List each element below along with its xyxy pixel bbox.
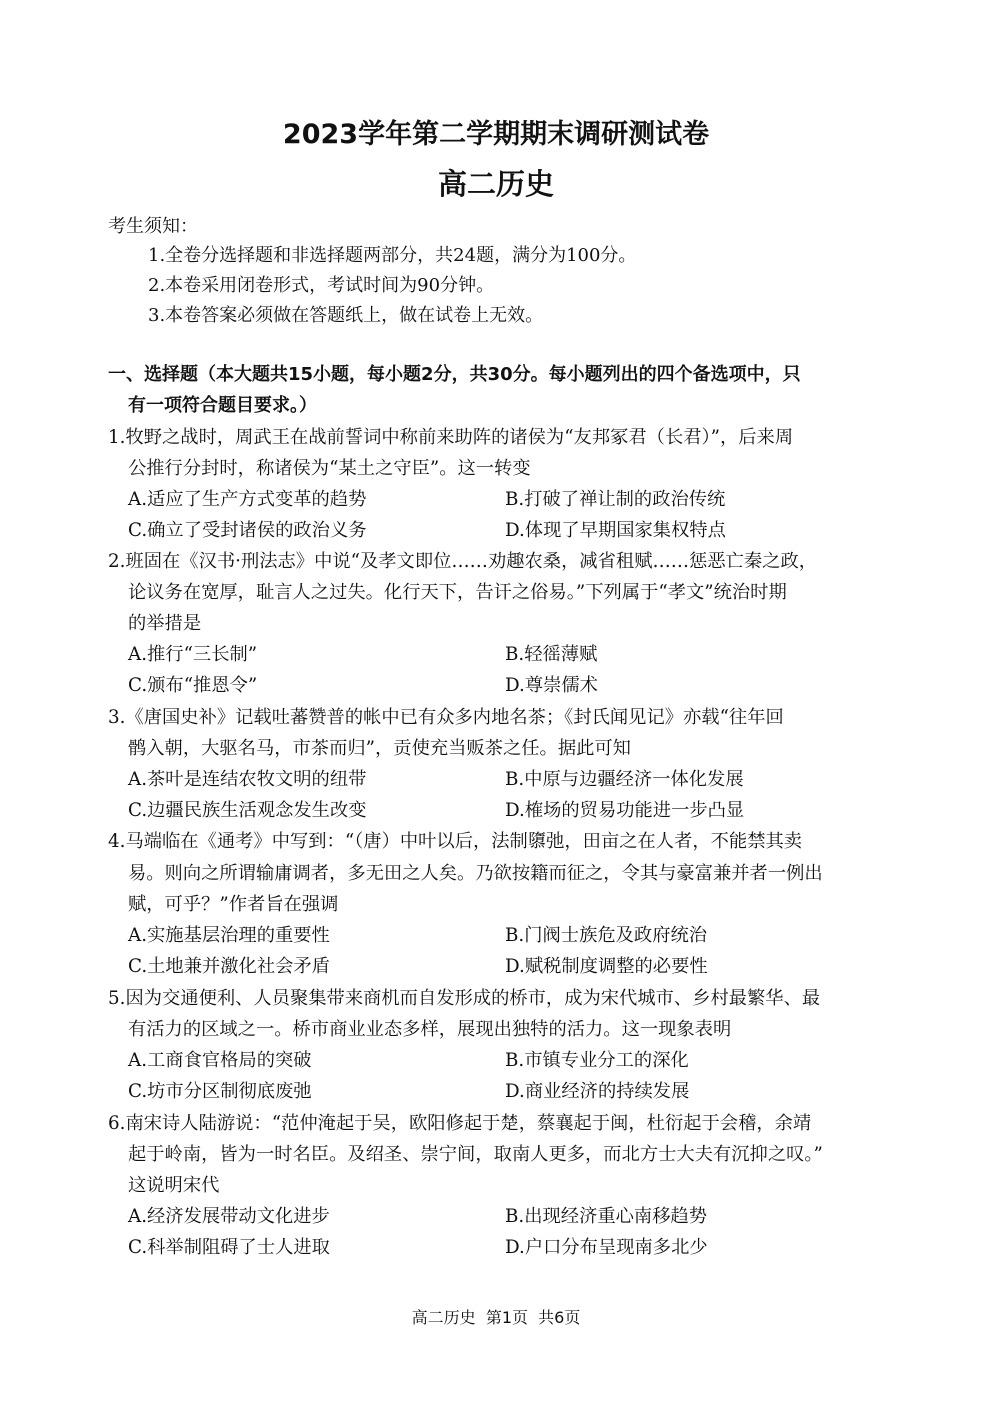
question-stem: 6.南宋诗人陆游说：“范仲淹起于吴，欧阳修起于楚，蔡襄起于闽，杜衍起于会稽，余靖 [108, 1113, 812, 1134]
question-stem: 论议务在宽厚，耻言人之过失。化行天下，告讦之俗易。”下列属于“孝文”统治时期 [128, 582, 787, 603]
question-stem: 3.《唐国史补》记载吐蕃赞普的帐中已有众多内地名茶；《封氏闻见记》亦载“往年回 [108, 707, 784, 728]
option-c: C.土地兼并激化社会矛盾 [128, 956, 330, 977]
option-a: A.经济发展带动文化进步 [128, 1206, 330, 1227]
section-heading-cont: 有一项符合题目要求。） [128, 395, 317, 416]
option-b: B.轻徭薄赋 [505, 644, 598, 665]
question-stem: 5.因为交通便利、人员聚集带来商机而自发形成的桥市，成为宋代城市、乡村最繁华、最 [108, 988, 821, 1009]
option-d: D.榷场的贸易功能进一步凸显 [505, 800, 745, 821]
notice-item: 3.本卷答案必须做在答题纸上，做在试卷上无效。 [148, 305, 544, 326]
question-stem: 4.马端临在《通考》中写到：“（唐）中叶以后，法制隳弛，田亩之在人者，不能禁其卖 [108, 831, 803, 852]
question-stem: 起于岭南，皆为一时名臣。及绍圣、崇宁间，取南人更多，而北方士大夫有沉抑之叹。” [128, 1144, 823, 1165]
notice-heading: 考生须知： [108, 216, 198, 237]
option-d: D.商业经济的持续发展 [505, 1081, 690, 1102]
notice-item: 2.本卷采用闭卷形式，考试时间为90分钟。 [148, 275, 495, 296]
question-stem: 鹘入朝，大驱名马，市茶而归”，贡使充当贩茶之任。据此可知 [128, 738, 631, 759]
option-b: B.出现经济重心南移趋势 [505, 1206, 708, 1227]
option-a: A.适应了生产方式变革的趋势 [128, 489, 367, 510]
option-c: C.边疆民族生活观念发生改变 [128, 800, 367, 821]
page-footer: 高二历史 第1页 共6页 [411, 1308, 581, 1327]
exam-title: 2023学年第二学期期末调研测试卷 [282, 119, 710, 150]
question-stem: 1.牧野之战时，周武王在战前誓词中称前来助阵的诸侯为“友邦冢君（长君）”，后来周 [108, 427, 794, 448]
option-a: A.推行“三长制” [128, 644, 258, 665]
option-c: C.确立了受封诸侯的政治义务 [128, 520, 367, 541]
option-b: B.中原与边疆经济一体化发展 [505, 769, 744, 790]
option-b: B.市镇专业分工的深化 [505, 1050, 689, 1071]
question-stem: 这说明宋代 [128, 1175, 220, 1196]
exam-subject: 高二历史 [437, 167, 554, 201]
notice-item: 1.全卷分选择题和非选择题两部分，共24题，满分为100分。 [148, 245, 637, 266]
question-stem: 易。则向之所谓输庸调者，多无田之人矣。乃欲按籍而征之，令其与豪富兼并者一例出 [128, 863, 823, 884]
option-a: A.茶叶是连结农牧文明的纽带 [128, 769, 367, 790]
option-c: C.坊市分区制彻底废弛 [128, 1081, 312, 1102]
option-d: D.户口分布呈现南多北少 [505, 1237, 708, 1258]
option-d: D.尊崇儒术 [505, 675, 598, 696]
option-b: B.门阀士族危及政府统治 [505, 925, 708, 946]
question-stem: 有活力的区域之一。桥市商业业态多样，展现出独特的活力。这一现象表明 [128, 1019, 732, 1040]
option-d: D.体现了早期国家集权特点 [505, 520, 726, 541]
question-stem: 赋，可乎？”作者旨在强调 [128, 894, 339, 915]
question-stem: 2.班固在《汉书·刑法志》中说“及孝文即位……劝趣农桑，减省租赋……惩恶亡秦之政， [108, 551, 818, 572]
option-b: B.打破了禅让制的政治传统 [505, 489, 726, 510]
option-a: A.实施基层治理的重要性 [128, 925, 330, 946]
section-heading: 一、选择题（本大题共15小题，每小题2分，共30分。每小题列出的四个备选项中，只 [108, 364, 801, 385]
option-c: C.颁布“推恩令” [128, 675, 258, 696]
question-stem: 公推行分封时，称诸侯为“某土之守臣”。这一转变 [128, 458, 531, 479]
question-stem: 的举措是 [128, 613, 202, 634]
option-d: D.赋税制度调整的必要性 [505, 956, 708, 977]
option-c: C.科举制阻碍了士人进取 [128, 1237, 330, 1258]
option-a: A.工商食官格局的突破 [128, 1050, 312, 1071]
